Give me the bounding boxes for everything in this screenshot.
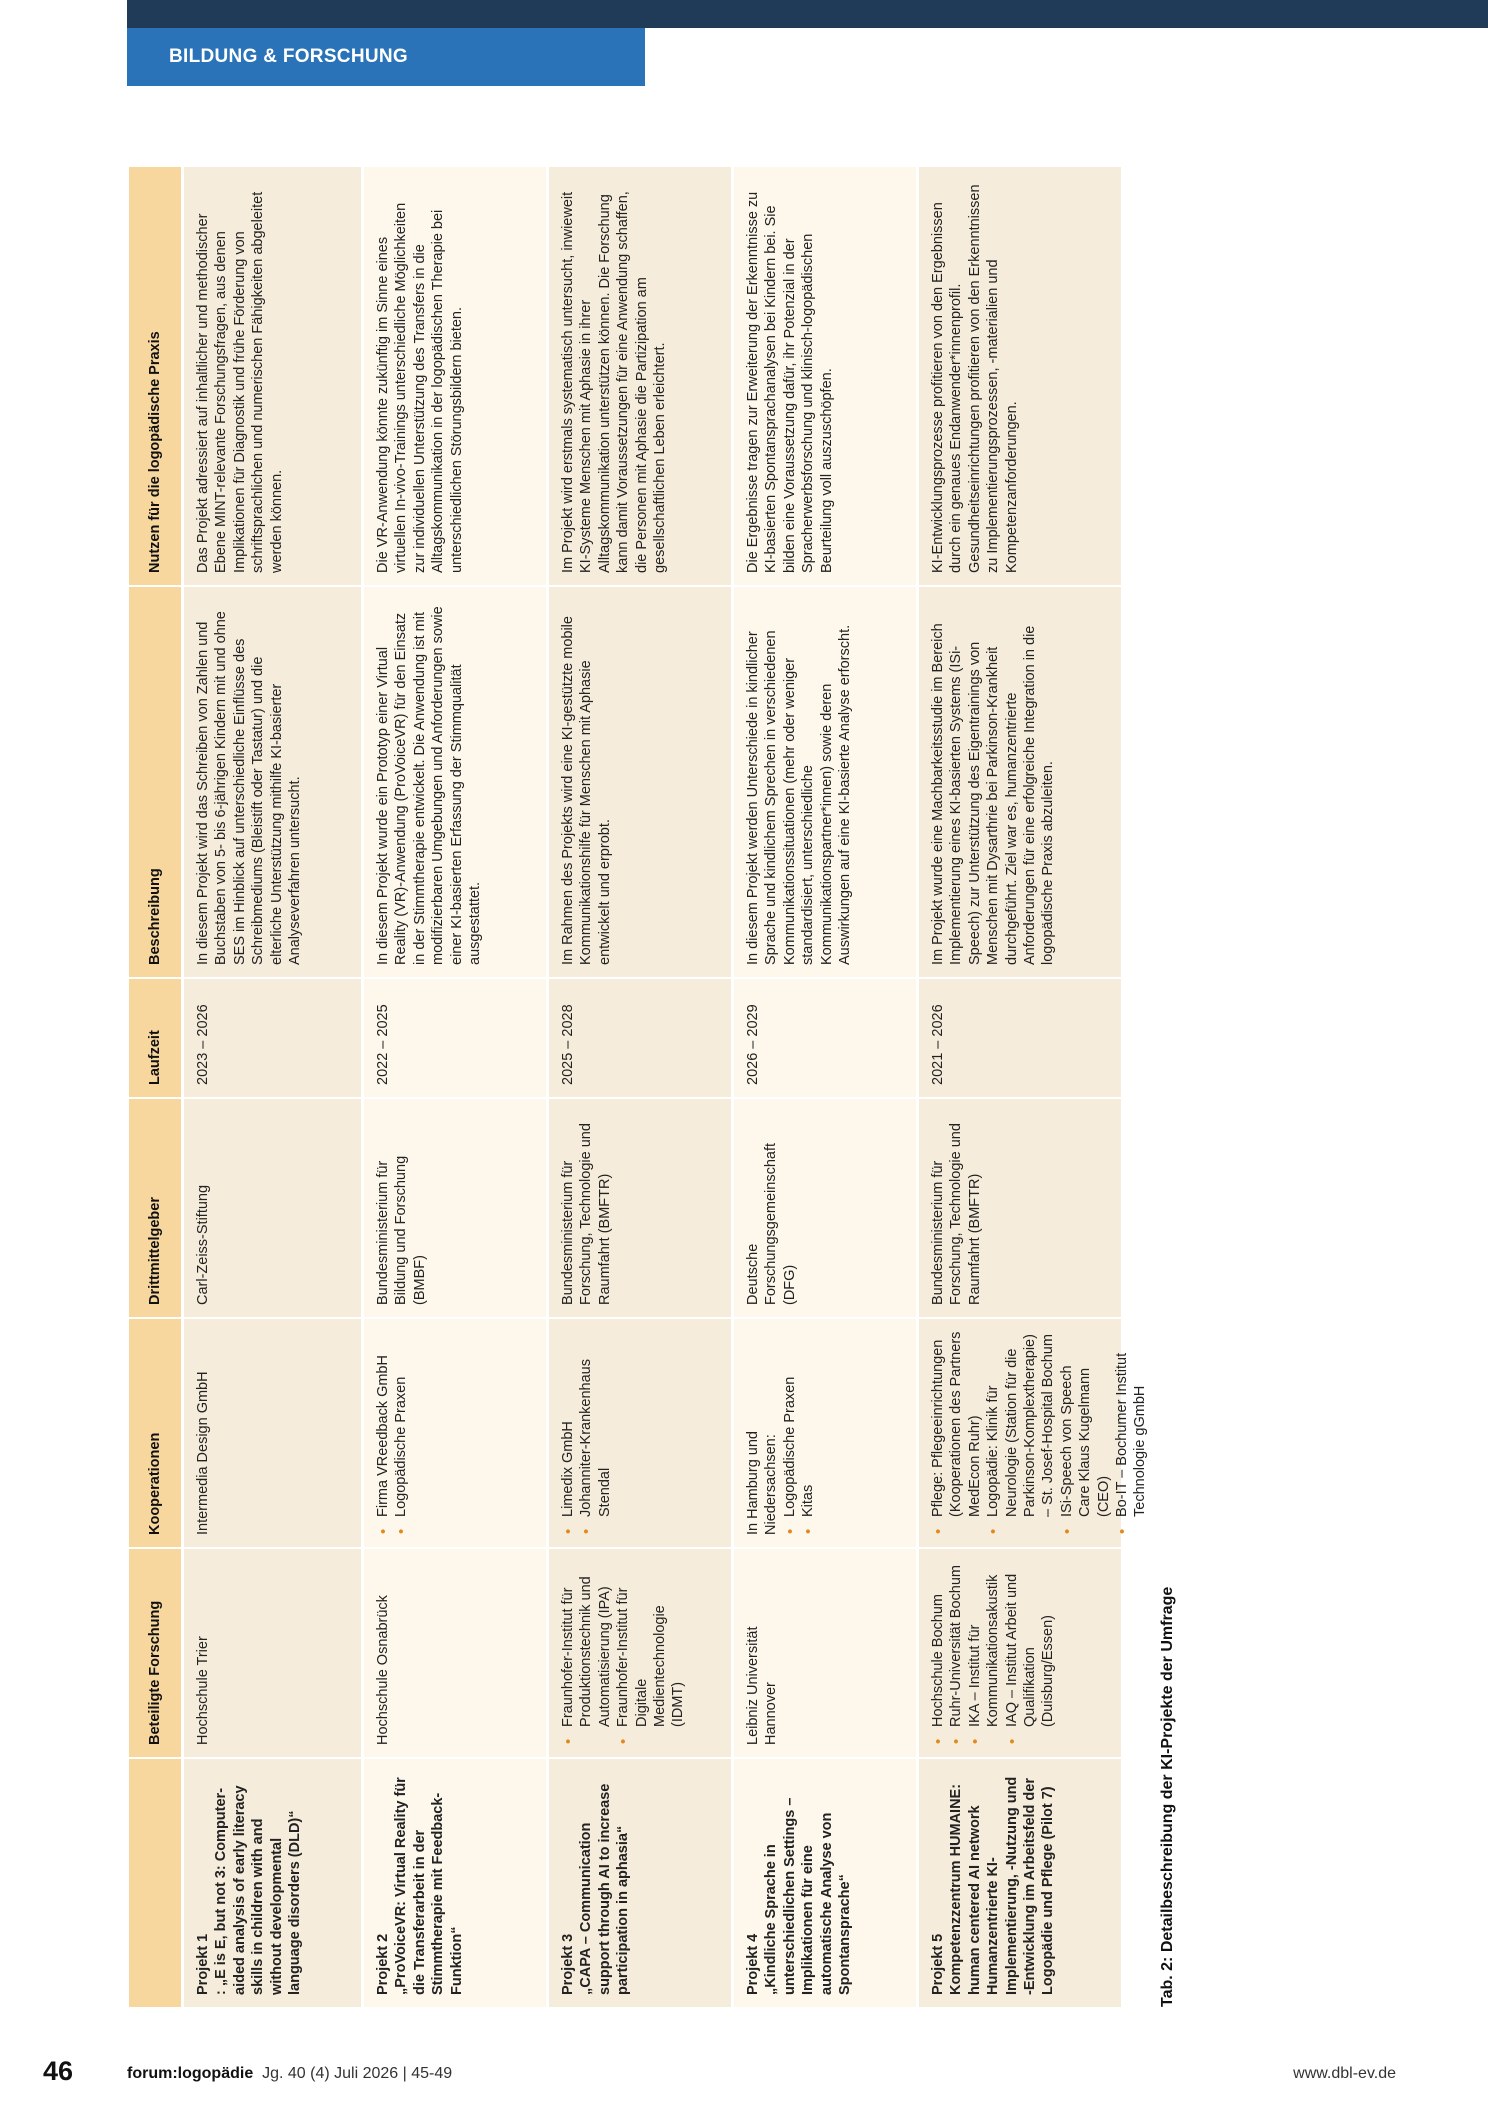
cell-forschung [364,1547,549,1757]
laufzeit-text: 2021 – 2026 [930,1004,946,1085]
kooperationen-item: • Limedix GmbH [559,1331,577,1517]
beschreibung-text: Im Rahmen des Projekts wird eine KI-gestützte mobile Kommunikationshilfe für Menschen mit Aphasie entwickelt und erprobt. [560,616,613,965]
laufzeit-text: 2025 – 2028 [560,1004,576,1085]
nutzen-text: KI-Entwicklungsprozesse profitieren von den Ergebnissen durch ein genaues Endanwender*innenprofil. Gesundheitseinrichtungen profitieren von den Erkenntnissen zu Implementierungsprozessen, -materialien und Kompetenzanforderungen. [930,184,1020,573]
kooperationen-item: • Logopädie: Klinik für Neurologie (Station für die Parkinson-Komplextherapie) – St. Josef-Hospital Bochum [984,1331,1058,1517]
magazine-name: forum:logopädie [127,2065,254,2082]
kooperationen-item: • Kitas [799,1331,817,1517]
cell-kooperationen [549,1317,734,1547]
cell-beschreibung [734,585,919,977]
cell-beschreibung [184,585,364,977]
drittmittel-text: Bundesministerium für Forschung, Technologie und Raumfahrt (BMFTR) [560,1123,613,1305]
laufzeit-text: 2026 – 2029 [745,1004,761,1085]
cell-project [364,1757,549,2007]
cell-beschreibung [364,585,549,977]
nutzen-text: Im Projekt wird erstmals systematisch untersucht, inwieweit KI-Systeme Menschen mit Aphasie in ihrer Alltagskommunikation unterstützen können. Die Forschung kann damit Voraussetzungen für eine Anwendung schaffen, die Personen mit Aphasie die Partizipation am gesellschaftlichen Leben erleichtert. [560,191,669,573]
kooperationen-list [929,1331,1150,1535]
kooperationen-item: • Pflege: Pflegeeinrichtungen (Kooperationen des Partners MedEcon Ruhr) [929,1331,984,1517]
cell-laufzeit [734,977,919,1097]
forschung-list [929,1561,1058,1745]
kooperationen-item: • Bo-IT – Bochumer Institut Technologie gGmbH [1113,1331,1150,1517]
drittmittel-text: Bundesministerium für Bildung und Forschung (BMBF) [375,1155,428,1305]
nutzen-text: Die VR-Anwendung könnte zukünftig im Sinne eines virtuellen In-vivo-Trainings unterschiedliche Möglichkeiten zur individuellen Unterstützung des Transfers in die Alltagskommunikation in der logopädischen Therapie bei unterschiedlichen Störungsbildern bieten. [375,202,465,573]
beschreibung-text: In diesem Projekt werden Unterschiede in kindlicher Sprache und kindlichem Sprechen in verschiedenen Kommunikationssituationen (mehr oder weniger standardisiert, unterschiedliche Kommunikationspartner*innen) sowie deren Auswirkungen auf eine KI-basierte Analyse erforscht. [745,624,854,965]
header-forschung: Beteiligte Forschung [129,1547,184,1757]
top-bar [127,0,1488,28]
forschung-list [559,1561,688,1745]
forschung-text: Leibniz Universität Hannover [745,1626,780,1745]
magazine-info [127,2065,452,2083]
cell-drittmittel [919,1097,1124,1317]
forschung-item: • Fraunhofer-Institut für Digitale Medientechnologie (IDMT) [614,1561,688,1727]
project-title: „CAPA – Communication support through AI to increase participation in aphasia“ [578,1783,632,1995]
kooperationen-item: • Firma VReedback GmbH [374,1331,392,1517]
forschung-item: • Fraunhofer-Institut für Produktionstechnik und Automatisierung (IPA) [559,1561,614,1727]
forschung-item: • Ruhr-Universität Bochum [947,1561,965,1727]
drittmittel-text: Bundesministerium für Forschung, Technologie und Raumfahrt (BMFTR) [930,1123,983,1305]
cell-laufzeit [549,977,734,1097]
project-label: Projekt 4 [745,1933,761,1995]
rotated-table-container [129,165,1214,2007]
forschung-item: • IKA – Institut für Kommunikationsakustik [966,1561,1003,1727]
cell-beschreibung [549,585,734,977]
cell-forschung [184,1547,364,1757]
forschung-item: • Hochschule Bochum [929,1561,947,1727]
project-table [129,165,1149,2007]
drittmittel-text: Carl-Zeiss-Stiftung [195,1184,211,1305]
header-drittmittel: Drittmittelgeber [129,1097,184,1317]
table-row [184,165,364,2007]
nutzen-text: Die Ergebnisse tragen zur Erweiterung der Erkenntnisse zu KI-basierten Spontansprachanalysen bei Kindern bei. Sie bilden eine Voraussetzung dafür, ihr Potenzial in der Spracherwerbsforschung und klinisch-logopädischen Beurteilung voll auszuschöpfen. [745,191,835,573]
header-laufzeit: Laufzeit [129,977,184,1097]
cell-kooperationen [184,1317,364,1547]
table-row [919,165,1149,2007]
kooperationen-intro: In Hamburg und Niedersachsen: [745,1431,780,1535]
kooperationen-item: • Logopädische Praxen [392,1331,410,1517]
cell-nutzen [184,165,364,585]
cell-nutzen [364,165,549,585]
project-title: : „E is E, but not 3: Computer-aided analysis of early literacy skills in children with and without developmental language disorders (DLD)“ [213,1785,304,1995]
project-label: Projekt 5 [930,1933,946,1995]
cell-laufzeit [184,977,364,1097]
cell-laufzeit [364,977,549,1097]
kooperationen-list [374,1331,411,1535]
page-footer [0,2056,1488,2096]
table-row [549,165,734,2007]
beschreibung-text: In diesem Projekt wird das Schreiben von Zahlen und Buchstaben von 5- bis 6-jährigen Kindern mit und ohne SES im Hinblick auf unterschiedliche Einflüsse des Schreibmediums (Bleistift oder Tastatur) und die elterliche Unterstützung mithilfe KI-basierter Analyseverfahren untersucht. [195,611,304,965]
table-caption: Tab. 2: Detailbeschreibung der KI-Projekte der Umfrage [1159,1586,1176,2007]
cell-nutzen [549,165,734,585]
cell-drittmittel [184,1097,364,1317]
project-label: Projekt 3 [560,1933,576,1995]
table-header-row [129,165,184,2007]
table-row [734,165,919,2007]
project-label: Projekt 1 [195,1933,211,1995]
cell-forschung [734,1547,919,1757]
section-tab: BILDUNG & FORSCHUNG [127,28,645,86]
cell-kooperationen [919,1317,1149,1547]
cell-nutzen [734,165,919,585]
kooperationen-item: • Johanniter-Krankenhaus Stendal [577,1331,614,1517]
cell-project [919,1757,1124,2007]
kooperationen-item: • ISi-Speech von Speech Care Klaus Kugelmann (CEO) [1058,1331,1113,1517]
cell-kooperationen [734,1317,919,1547]
forschung-item: • IAQ – Institut Arbeit und Qualifikation (Duisburg/Essen) [1003,1561,1058,1727]
cell-beschreibung [919,585,1124,977]
kooperationen-item: • Logopädische Praxen [781,1331,799,1517]
project-title: Kompetenzzentrum HUMAINE: human centered AI network Humanzentrierte KI-Implementierung, -Nutzung und -Entwicklung im Arbeitsfeld der Logopädie und Pflege (Pilot 7) [948,1776,1057,1995]
project-label: Projekt 2 [375,1933,391,1995]
cell-drittmittel [734,1097,919,1317]
header-kooperationen: Kooperationen [129,1317,184,1547]
cell-drittmittel [364,1097,549,1317]
nutzen-text: Das Projekt adressiert auf inhaltlicher und methodischer Ebene MINT-relevante Forschungsfragen, aus denen Implikationen für Diagnostik und frühe Förderung von schriftsprachlichen und numerischen Fähigkeiten abgeleitet werden können. [195,191,285,573]
laufzeit-text: 2022 – 2025 [375,1004,391,1085]
beschreibung-text: In diesem Projekt wurde ein Prototyp einer Virtual Reality (VR)-Anwendung (ProVoiceVR) für den Einsatz in der Stimmtherapie entwickelt. Die Anwendung ist mit modifizierbaren Umgebungen und Anforderungen sowie einer KI-basierten Erfassung der Stimmqualität ausgestattet. [375,606,484,965]
header-nutzen: Nutzen für die logopädische Praxis [129,165,184,585]
forschung-text: Hochschule Osnabrück [375,1595,391,1745]
kooperationen-list [781,1331,818,1535]
cell-project [734,1757,919,2007]
project-title: „Kindliche Sprache in unterschiedlichen Settings – Implikationen für eine automatische Analyse von Spontansprache“ [763,1797,854,1995]
cell-drittmittel [549,1097,734,1317]
issue-info: Jg. 40 (4) Juli 2026 | 45-49 [262,2065,453,2082]
page-number: 46 [43,2056,74,2086]
header-project [129,1757,184,2007]
forschung-text: Hochschule Trier [195,1636,211,1745]
drittmittel-text: Deutsche Forschungsgemeinschaft (DFG) [745,1143,798,1305]
cell-laufzeit [919,977,1124,1097]
kooperationen-list [559,1331,614,1535]
cell-project [549,1757,734,2007]
laufzeit-text: 2023 – 2026 [195,1004,211,1085]
beschreibung-text: Im Projekt wurde eine Machbarkeitsstudie im Bereich Implementierung eines KI-basierten Systems (ISi-Speech) zur Unterstützung des Eigentrainings von Menschen mit Dysarthrie bei Parkinson-Krankheit durchgeführt. Ziel war es, humanzentrierte Anforderungen für eine erfolgreiche Integration in die logopädische Praxis abzuleiten. [930,623,1057,965]
project-title: „ProVoiceVR: Virtual Reality für die Transferarbeit in der Stimmtherapie mit Feedback-Funktion“ [393,1777,465,1995]
cell-project [184,1757,364,2007]
cell-forschung [549,1547,734,1757]
header-beschreibung: Beschreibung [129,585,184,977]
kooperationen-intro: Intermedia Design GmbH [195,1371,211,1535]
cell-kooperationen [364,1317,549,1547]
cell-nutzen [919,165,1124,585]
table-row [364,165,549,2007]
cell-forschung [919,1547,1124,1757]
footer-url[interactable]: www.dbl-ev.de [1293,2065,1396,2082]
